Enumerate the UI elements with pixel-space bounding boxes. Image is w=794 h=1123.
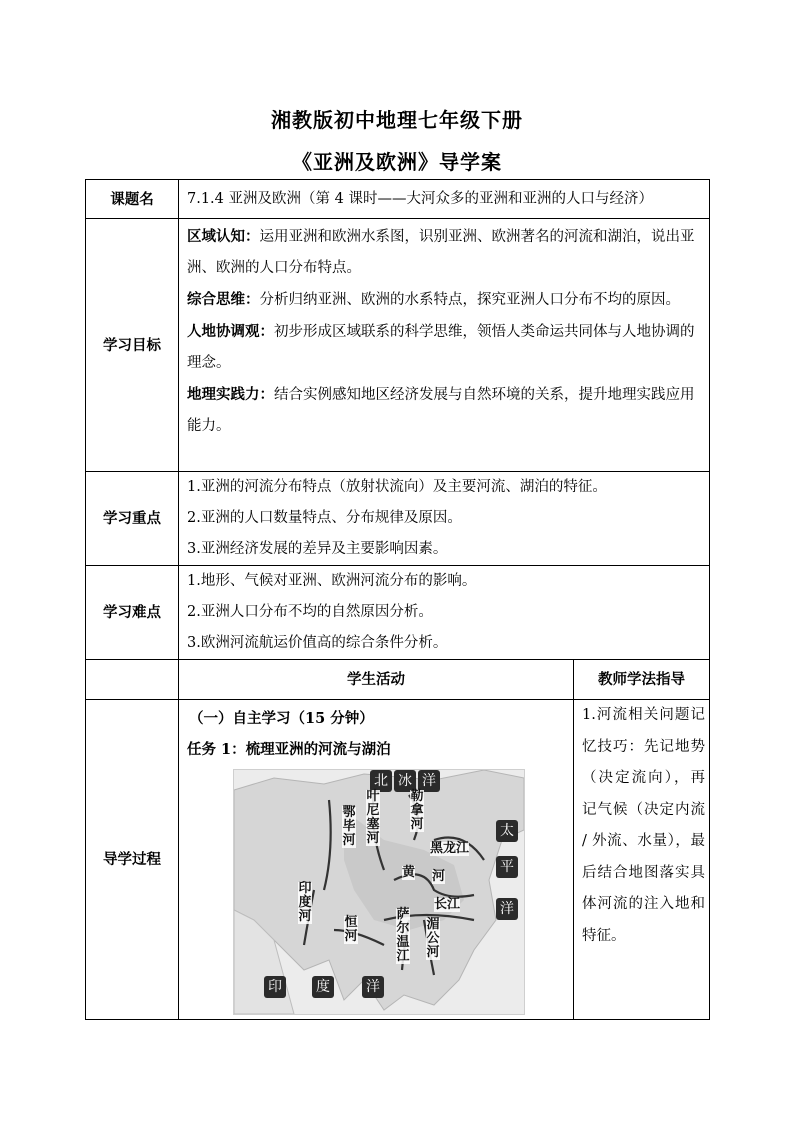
key-points-row bbox=[86, 472, 710, 566]
document-subtitle: 《亚洲及欧洲》导学案 bbox=[292, 150, 502, 174]
river-label-ob: 鄂毕河 bbox=[342, 805, 356, 848]
river-label-ganges: 恒河 bbox=[344, 915, 358, 944]
objective-item: 综合思维：分析归纳亚洲、欧洲的水系特点，探究亚洲人口分布不均的原因。 bbox=[187, 291, 680, 308]
study-guide-table bbox=[85, 179, 710, 1020]
teacher-guide-cell: 1.河流相关问题记忆技巧：先记地势（决定流向），再记气候（决定内流 / 外流、水量），最后结合地图落实具体河流的注入地和特征。 bbox=[574, 700, 710, 1020]
river-label-yenisei: 叶尼塞河 bbox=[366, 789, 380, 846]
student-activity-cell bbox=[179, 700, 574, 1020]
river-label-yellow-2: 河 bbox=[432, 869, 446, 884]
objective-item: 地理实践力：结合实例感知地区经济发展与自然环境的关系，提升地理实践应用能力。 bbox=[187, 386, 695, 434]
process-row bbox=[86, 700, 710, 1020]
river-label-lena: 勒拿河 bbox=[410, 789, 424, 832]
ocean-label-pacific: 洋 bbox=[496, 898, 518, 920]
ocean-label-indian: 洋 bbox=[362, 976, 384, 998]
process-label: 导学过程 bbox=[86, 700, 179, 1020]
topic-value: 7.1.4 亚洲及欧洲（第 4 课时——大河众多的亚洲和亚洲的人口与经济） bbox=[179, 180, 710, 219]
key-point-item: 2.亚洲的人口数量特点、分布规律及原因。 bbox=[187, 510, 462, 526]
key-point-item: 3.亚洲经济发展的差异及主要影响因素。 bbox=[187, 541, 448, 557]
student-activity-header: 学生活动 bbox=[179, 660, 574, 700]
difficulty-item: 2.亚洲人口分布不均的自然原因分析。 bbox=[187, 604, 433, 620]
task-heading: 任务 1：梳理亚洲的河流与湖泊 bbox=[187, 741, 391, 758]
river-label-yangtze: 长江 bbox=[434, 897, 461, 912]
ocean-label-indian: 印 bbox=[264, 976, 286, 998]
key-points-content bbox=[179, 472, 710, 566]
key-points-label: 学习重点 bbox=[86, 472, 179, 566]
ocean-label-arctic: 北 bbox=[370, 770, 392, 792]
difficulties-label: 学习难点 bbox=[86, 566, 179, 660]
document-title: 湘教版初中地理七年级下册 bbox=[271, 108, 523, 132]
ocean-label-arctic: 冰 bbox=[394, 770, 416, 792]
topic-row bbox=[86, 180, 710, 219]
key-point-item: 1.亚洲的河流分布特点（放射状流向）及主要河流、湖泊的特征。 bbox=[187, 479, 607, 495]
process-header-row bbox=[86, 660, 710, 700]
difficulty-item: 1.地形、气候对亚洲、欧洲河流分布的影响。 bbox=[187, 573, 477, 589]
river-label-amur: 黑龙江 bbox=[430, 841, 470, 856]
difficulties-content bbox=[179, 566, 710, 660]
river-label-salween: 萨尔温江 bbox=[396, 907, 410, 964]
river-label-yellow-1: 黄 bbox=[402, 865, 416, 880]
objectives-row bbox=[86, 219, 710, 472]
section-heading: （一）自主学习（15 分钟） bbox=[189, 710, 374, 727]
objective-item: 区域认知：运用亚洲和欧洲水系图，识别亚洲、欧洲著名的河流和湖泊，说出亚洲、欧洲的人口分布特点。 bbox=[187, 228, 695, 276]
topic-label: 课题名 bbox=[86, 180, 179, 219]
ocean-label-arctic: 洋 bbox=[418, 770, 440, 792]
teacher-guide-header: 教师学法指导 bbox=[574, 660, 710, 700]
objective-item: 人地协调观：初步形成区域联系的科学思维，领悟人类命运共同体与人地协调的理念。 bbox=[187, 323, 695, 371]
difficulty-item: 3.欧洲河流航运价值高的综合条件分析。 bbox=[187, 635, 448, 651]
objectives-label: 学习目标 bbox=[86, 219, 179, 472]
river-label-indus: 印度河 bbox=[298, 881, 312, 924]
ocean-label-pacific: 太 bbox=[496, 820, 518, 842]
objectives-content bbox=[179, 219, 710, 472]
difficulties-row bbox=[86, 566, 710, 660]
river-label-mekong: 湄公河 bbox=[426, 917, 440, 960]
empty-cell bbox=[86, 660, 179, 700]
asia-river-map bbox=[233, 769, 525, 1015]
ocean-label-pacific: 平 bbox=[496, 856, 518, 878]
ocean-label-indian: 度 bbox=[312, 976, 334, 998]
